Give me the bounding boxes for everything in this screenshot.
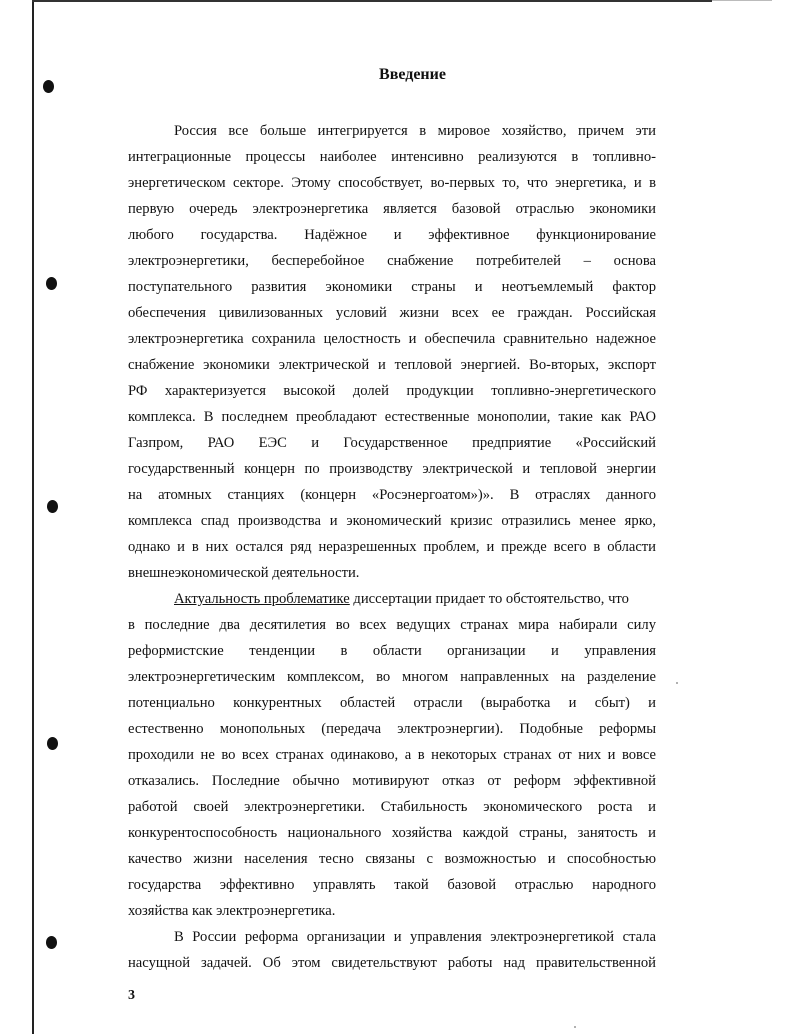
- text-line: электроэнергетики, бесперебойное снабжение потребителей – основа: [128, 253, 656, 269]
- text-line-rest: диссертации придает то обстоятельство, что: [349, 591, 629, 607]
- text-line: потенциально конкурентных областей отрасли (выработка и сбыт) и: [128, 695, 656, 711]
- body-text: [128, 118, 656, 976]
- text-line: поступательного развития экономики страны и неотъемлемый фактор: [128, 279, 656, 295]
- text-line: комплекса. В последнем преобладают естественные монополии, такие как РАО: [128, 409, 656, 425]
- scan-speck: [676, 682, 678, 684]
- punch-hole-3: [47, 500, 58, 513]
- scan-border-top-faint: [712, 0, 772, 1]
- text-line: комплекса спад производства и экономический кризис отразились менее ярко,: [128, 513, 656, 529]
- text-line: электроэнергетика сохранила целостность и обеспечила сравнительно надежное: [128, 331, 656, 347]
- text-line: любого государства. Надёжное и эффективное функционирование: [128, 227, 656, 243]
- text-line: естественно монопольных (передача электроэнергии). Подобные реформы: [128, 721, 656, 737]
- text-line: интеграционные процессы наиболее интенсивно реализуются в топливно-: [128, 149, 656, 165]
- text-line: однако и в них остался ряд неразрешенных проблем, и прежде всего в области: [128, 539, 656, 555]
- text-line: конкурентоспособность национального хозяйства каждой страны, занятость и: [128, 825, 656, 841]
- text-line: насущной задачей. Об этом свидетельствуют работы над правительственной: [128, 955, 656, 971]
- text-line: качество жизни населения тесно связаны с возможностью и способностью: [128, 851, 656, 867]
- scan-speck: [574, 1026, 576, 1028]
- punch-hole-2: [46, 277, 57, 290]
- text-line: в последние два десятилетия во всех ведущих странах мира набирали силу: [128, 617, 656, 633]
- text-line: государства эффективно управлять такой базовой отраслью народного: [128, 877, 656, 893]
- text-line: [128, 586, 656, 612]
- punch-hole-5: [46, 936, 57, 949]
- page-title: Введение: [379, 66, 446, 83]
- text-line: энергетическом секторе. Этому способствует, во-первых то, что энергетика, и в: [128, 175, 656, 191]
- text-line: Газпром, РАО ЕЭС и Государственное предприятие «Российский: [128, 435, 656, 451]
- underlined-term: Актуальность проблематике: [174, 591, 350, 607]
- text-line: РФ характеризуется высокой долей продукции топливно-энергетического: [128, 383, 656, 399]
- text-line: электроэнергетическим комплексом, во многом направленных на разделение: [128, 669, 656, 685]
- text-line: государственный концерн по производству электрической и тепловой энергии: [128, 461, 656, 477]
- page-number: 3: [128, 988, 135, 1003]
- scan-border-left: [32, 0, 34, 1034]
- text-line: реформистские тенденции в области организации и управления: [128, 643, 656, 659]
- text-line: снабжение экономики электрической и тепловой энергией. Во-вторых, экспорт: [128, 357, 656, 373]
- punch-hole-4: [47, 737, 58, 750]
- text-line: на атомных станциях (концерн «Росэнергоатом»)». В отраслях данного: [128, 487, 656, 503]
- text-line: отказались. Последние обычно мотивируют отказ от реформ эффективной: [128, 773, 656, 789]
- scan-border-top: [32, 0, 712, 2]
- text-line: В России реформа организации и управления электроэнергетикой стала: [174, 929, 656, 945]
- text-line: работой своей электроэнергетики. Стабильность экономического роста и: [128, 799, 656, 815]
- text-line: Россия все больше интегрируется в мировое хозяйство, причем эти: [174, 123, 656, 139]
- text-line: первую очередь электроэнергетика является базовой отраслью экономики: [128, 201, 656, 217]
- text-line: обеспечения цивилизованных условий жизни всех ее граждан. Российская: [128, 305, 656, 321]
- text-line: внешнеэкономической деятельности.: [128, 565, 360, 581]
- text-line: хозяйства как электроэнергетика.: [128, 903, 336, 919]
- text-line: проходили не во всех странах одинаково, а в некоторых странах от них и вовсе: [128, 747, 656, 763]
